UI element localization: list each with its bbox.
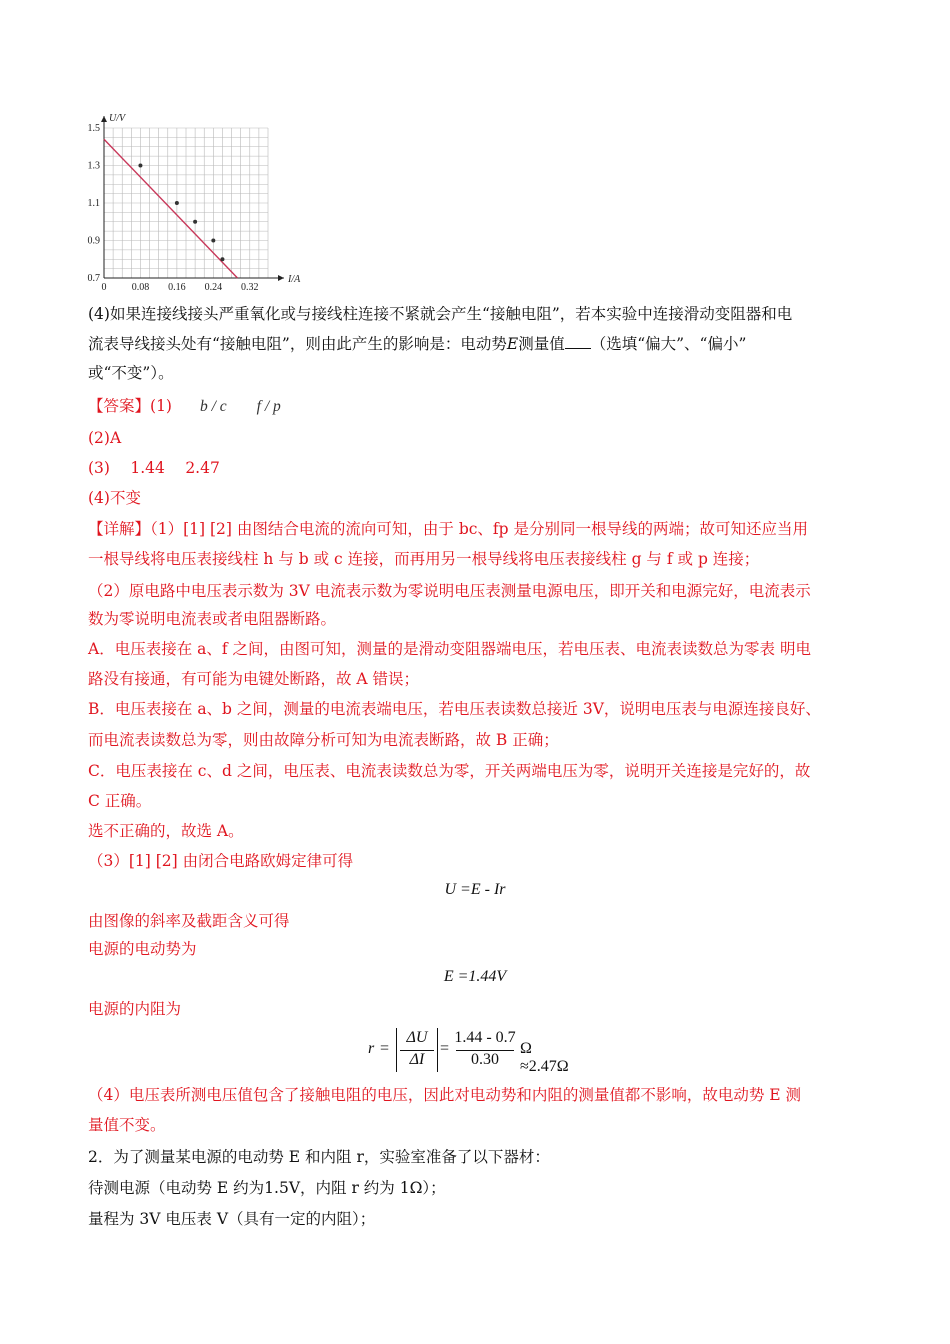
data-point xyxy=(138,164,142,168)
detail-line3: （2）原电路中电压表示数为 3V 电流表示数为零说明电压表测量电源电压，即开关和电源完好，电流表示 xyxy=(88,582,811,600)
option-c-line2: C 正确。 xyxy=(88,792,152,810)
question2-line3: 量程为 3V 电压表 V（具有一定的内阻）； xyxy=(88,1210,376,1228)
data-point xyxy=(175,201,179,205)
detail3-line4: 电源的内阻为 xyxy=(88,1000,182,1018)
option-a-line1: A．电压表接在 a、f 之间，由图可知，测量的是滑动变阻器端电压，若电压表、电流表读数总为零表 明电 xyxy=(88,640,811,658)
value-denominator: 0.30 xyxy=(471,1051,499,1068)
value-fraction xyxy=(454,1028,516,1072)
y-axis-label: U/V xyxy=(109,113,126,124)
detail-text: （1）[1] [2] 由图结合电流的流向可知，由于 bc、fp 是分别同一根导线的两端；故可知还应当用 xyxy=(150,520,809,538)
data-point xyxy=(220,257,224,261)
data-point xyxy=(193,220,197,224)
y-axis-arrow xyxy=(101,116,107,122)
detail3-line: （3）[1] [2] 由闭合电路欧姆定律可得 xyxy=(88,852,354,870)
x-axis-label: I/A xyxy=(288,274,301,285)
answer1-a: b / c xyxy=(199,398,227,415)
q4-text-a: 流表导线接头处有“接触电阻”，则由此产生的影响是：电动势 xyxy=(88,335,507,353)
question2-line1: 2．为了测量某电源的电动势 E 和内阻 r，实验室准备了以下器材： xyxy=(88,1148,550,1166)
y-tick-label: 1.5 xyxy=(87,123,100,134)
detail-tag: 【详解】 xyxy=(88,520,151,538)
x-tick-label: 0 xyxy=(101,282,107,290)
detail-line2: 一根导线将电压表接线柱 h 与 b 或 c 连接，而再用另一根导线将电压表接线柱 g 与 f 或 p 连接； xyxy=(88,550,760,568)
detail4-line1: （4）电压表所测电压值包含了接触电阻的电压，因此对电动势和内阻的测量值都不影响，故电动势 E 测 xyxy=(88,1086,802,1104)
option-a-line2: 路没有接通，有可能为电键处断路，故 A 错误； xyxy=(88,670,420,688)
detail4-line2: 量值不变。 xyxy=(88,1116,166,1134)
question4-line3: 或“不变”）。 xyxy=(88,364,174,382)
answer-line1 xyxy=(88,395,281,418)
equation-ohm: U =E - Ir xyxy=(444,881,506,898)
q4-text-b: 测量值 xyxy=(518,335,565,353)
fit-line xyxy=(104,139,237,278)
x-tick-label: 0.32 xyxy=(241,282,259,290)
option-b-line1: B．电压表接在 a、b 之间，测量的电流表端电压，若电压表读数总接近 3V，说明电压表与电源连接良好、 xyxy=(88,700,821,718)
u-i-chart xyxy=(82,110,312,290)
abs-fraction xyxy=(396,1028,438,1072)
x-axis-arrow xyxy=(278,275,284,281)
answer-blank xyxy=(565,334,591,349)
x-tick-label: 0.24 xyxy=(204,282,223,290)
detail3-line3: 电源的电动势为 xyxy=(88,940,197,958)
answer-tag: 【答案】 xyxy=(88,397,151,415)
option-c-line1: C．电压表接在 c、d 之间，电压表、电流表读数总为零，开关两端电压为零，说明开关连接是完好的，故 xyxy=(88,762,811,780)
detail3-line2: 由图像的斜率及截距含义可得 xyxy=(88,912,290,930)
detail-line1 xyxy=(88,518,808,540)
detail-line4: 数为零说明电流表或者电阻器断路。 xyxy=(88,610,337,628)
eq-result: Ω ≈2.47Ω xyxy=(520,1040,569,1075)
question2-line2: 待测电源（电动势 E 约为1.5V，内阻 r 约为 1Ω）； xyxy=(88,1179,446,1197)
y-tick-label: 0.9 xyxy=(87,235,100,247)
y-tick-label: 1.1 xyxy=(87,198,100,209)
value-numerator: 1.44 - 0.7 xyxy=(454,1029,516,1046)
answer-line2: (2)A xyxy=(88,429,122,447)
emf-symbol: E xyxy=(506,335,519,353)
answer-line3: (3) 1.44 2.47 xyxy=(88,459,220,477)
question4-line2 xyxy=(88,333,746,355)
fraction-numerator: ΔU xyxy=(406,1029,428,1046)
eq-equals-2: = xyxy=(440,1040,450,1057)
equation-emf: E =1.44V xyxy=(443,968,507,985)
option-b-line2: 而电流表读数总为零，则由故障分析可知为电流表断路，故 B 正确； xyxy=(88,731,559,749)
eq-equals: = xyxy=(380,1040,390,1057)
y-tick-label: 1.3 xyxy=(87,160,100,172)
x-tick-label: 0.08 xyxy=(131,282,150,290)
x-tick-label: 0.16 xyxy=(168,282,186,290)
y-tick-label: 0.7 xyxy=(87,273,100,284)
answer1-label: (1) xyxy=(150,397,172,415)
fraction-denominator: ΔI xyxy=(409,1051,425,1068)
answer-line4: (4)不变 xyxy=(88,489,141,507)
eq-r: r xyxy=(368,1040,375,1057)
answer1-b: f / p xyxy=(256,398,281,415)
question4-line1: (4)如果连接线接头严重氧化或与接线柱连接不紧就会产生“接触电阻”，若本实验中连接滑动变阻器和电 xyxy=(88,305,793,323)
q4-text-c: （选填“偏大”、“偏小” xyxy=(590,335,747,353)
data-point xyxy=(211,239,215,243)
selection-line: 选不正确的，故选 A。 xyxy=(88,822,244,840)
